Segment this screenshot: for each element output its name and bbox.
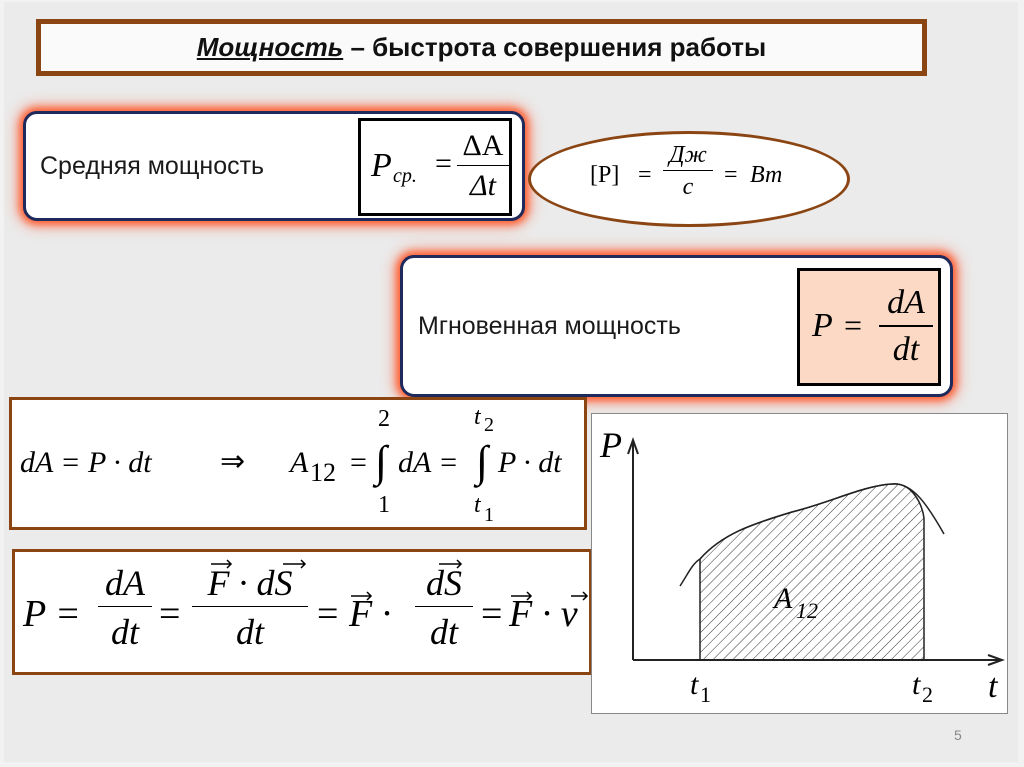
t2-label-sub: 2 [922,682,933,707]
power-eq2: = [317,593,339,635]
power-f2-num: F · dS [207,563,293,603]
area-under-curve [700,484,924,660]
avg-num: ΔA [462,129,504,162]
power-lhs: P = [23,593,81,635]
work-int2-lower: t [474,492,481,518]
area-label-sub: 12 [796,598,818,623]
t1-label-sub: 1 [700,682,711,707]
units-lhs: [P] [590,162,620,188]
integral-sign-2: ∫ [476,437,489,486]
avg-lhs-symbol: P [371,147,392,184]
y-axis-label: P [600,425,622,465]
units-den: с [682,174,694,200]
vector-arrows [15,552,595,678]
t2-label: t [912,668,921,701]
work-A-sub: 12 [310,458,336,487]
work-left: dA = P · dt [20,446,152,479]
work-eq1: = [350,446,367,479]
instant-power-label: Мгновенная мощность [418,312,681,340]
avg-fraction [457,127,509,206]
power-f3-den: dt [429,612,458,652]
title-term: Мощность [196,32,344,62]
work-int2-lower-sub: 1 [484,504,494,526]
units-eq1: = [638,162,652,188]
t1-label: t [690,668,699,701]
power-time-graph [592,414,1007,713]
power-eq3: = [481,593,503,635]
average-power-formula [358,118,512,216]
power-f1-num: dA [105,563,145,603]
avg-lhs-sub: ср. [393,165,417,187]
work-integrand2: P · dt [498,446,562,479]
units-formula [590,140,820,218]
integral-sign-1: ∫ [375,437,388,486]
inst-num: dA [887,284,925,321]
page-number: 5 [954,727,962,743]
graph-panel [591,413,1008,714]
instant-power-formula [797,268,941,386]
avg-den: Δt [470,169,496,202]
title-box [36,19,927,76]
title-rest: – быстрота совершения работы [343,32,767,62]
work-int1-upper: 2 [378,406,390,432]
area-label: A [774,582,793,615]
avg-eq: = [435,147,452,180]
inst-lhs: P [812,307,833,344]
work-int1-lower: 1 [378,492,390,518]
power-f3-num: dS [426,563,462,603]
power-eq1: = [159,593,181,635]
power-f2-den: dt [235,612,264,652]
units-result: Вт [750,162,783,188]
power-end: F · v [509,593,578,635]
work-A: A [290,446,309,479]
x-axis-label: t [988,668,998,705]
work-int2-upper: t [474,404,481,430]
inst-fraction [878,281,934,373]
units-num: Дж [669,142,707,168]
work-formula-box [9,397,587,530]
inst-den: dt [892,331,920,368]
power-force-box [12,549,592,675]
work-arrow: ⇒ [220,445,246,478]
power-mid: F · [349,593,392,635]
inst-eq: = [844,307,863,343]
work-int2-upper-sub: 2 [484,414,494,436]
units-fraction [660,140,716,203]
work-integrand1: dA = [398,446,459,479]
units-eq2: = [724,162,738,188]
average-power-label: Средняя мощность [40,152,265,180]
power-f1-den: dt [110,612,139,652]
